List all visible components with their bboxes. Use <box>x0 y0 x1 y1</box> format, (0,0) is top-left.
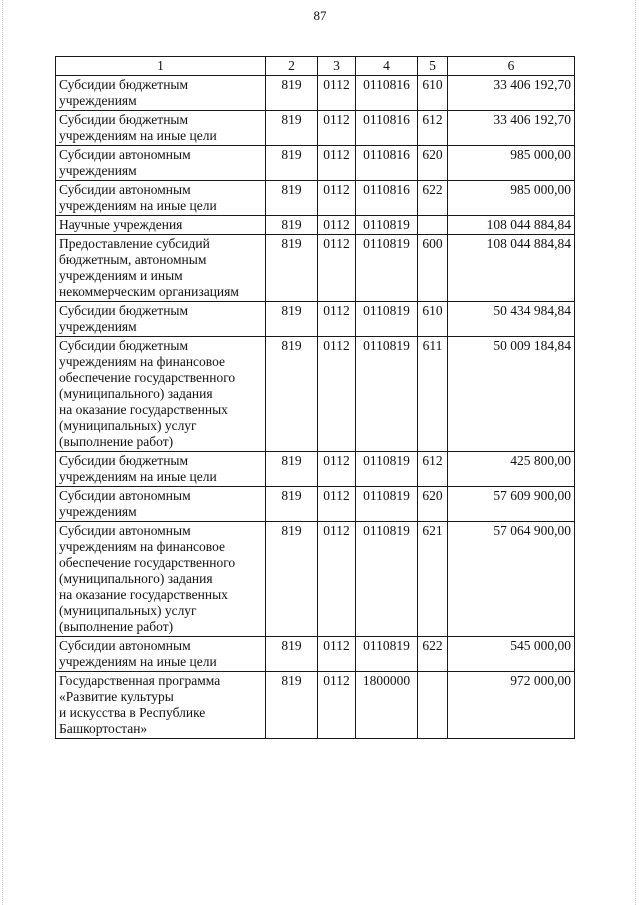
row-dept: 819 <box>266 76 318 111</box>
row-amount: 108 044 884,84 <box>448 216 575 235</box>
table-row <box>56 302 575 337</box>
row-dept: 819 <box>266 111 318 146</box>
table-row <box>56 522 575 637</box>
header-col-1: 1 <box>56 57 266 76</box>
row-type: 620 <box>418 487 448 522</box>
budget-table <box>55 56 575 739</box>
scan-edge-right <box>635 0 637 905</box>
header-col-3: 3 <box>318 57 356 76</box>
row-dept: 819 <box>266 452 318 487</box>
row-type <box>418 672 448 739</box>
row-target: 0110816 <box>356 111 418 146</box>
row-name: Субсидии бюджетным учреждениям <box>56 76 266 111</box>
row-amount: 33 406 192,70 <box>448 111 575 146</box>
row-amount: 545 000,00 <box>448 637 575 672</box>
table-row <box>56 111 575 146</box>
row-name: Субсидии автономным учреждениям <box>56 146 266 181</box>
row-section: 0112 <box>318 181 356 216</box>
table-row <box>56 216 575 235</box>
row-dept: 819 <box>266 181 318 216</box>
table-header-row <box>56 57 575 76</box>
row-target: 0110816 <box>356 181 418 216</box>
header-col-4: 4 <box>356 57 418 76</box>
row-section: 0112 <box>318 672 356 739</box>
row-name: Субсидии автономным учреждениям на иные цели <box>56 637 266 672</box>
table-row <box>56 235 575 302</box>
row-type: 622 <box>418 181 448 216</box>
row-type: 600 <box>418 235 448 302</box>
table-row <box>56 181 575 216</box>
row-section: 0112 <box>318 235 356 302</box>
row-target: 1800000 <box>356 672 418 739</box>
row-section: 0112 <box>318 522 356 637</box>
row-dept: 819 <box>266 522 318 637</box>
row-dept: 819 <box>266 487 318 522</box>
row-section: 0112 <box>318 337 356 452</box>
header-col-5: 5 <box>418 57 448 76</box>
row-name: Субсидии бюджетным учреждениям на иные цели <box>56 111 266 146</box>
row-type: 612 <box>418 111 448 146</box>
page-number: 87 <box>313 8 327 23</box>
row-section: 0112 <box>318 452 356 487</box>
row-section: 0112 <box>318 111 356 146</box>
row-section: 0112 <box>318 302 356 337</box>
row-amount: 972 000,00 <box>448 672 575 739</box>
row-target: 0110819 <box>356 337 418 452</box>
row-target: 0110819 <box>356 216 418 235</box>
row-section: 0112 <box>318 216 356 235</box>
table-row <box>56 76 575 111</box>
row-dept: 819 <box>266 637 318 672</box>
row-amount: 425 800,00 <box>448 452 575 487</box>
row-target: 0110816 <box>356 76 418 111</box>
row-name: Субсидии бюджетным учреждениям на иные цели <box>56 452 266 487</box>
row-amount: 57 064 900,00 <box>448 522 575 637</box>
row-type: 622 <box>418 637 448 672</box>
row-amount: 985 000,00 <box>448 146 575 181</box>
row-dept: 819 <box>266 235 318 302</box>
row-target: 0110816 <box>356 146 418 181</box>
row-name: Субсидии автономным учреждениям на финансовое обеспечение государственного (муниципального) задания на оказание государственных (муниципальных) услуг (выполнение работ) <box>56 522 266 637</box>
row-name: Субсидии бюджетным учреждениям <box>56 302 266 337</box>
scan-edge-left <box>2 0 4 905</box>
row-target: 0110819 <box>356 522 418 637</box>
row-name: Субсидии бюджетным учреждениям на финансовое обеспечение государственного (муниципального) задания на оказание государственных (муниципальных) услуг (выполнение работ) <box>56 337 266 452</box>
row-type: 611 <box>418 337 448 452</box>
row-section: 0112 <box>318 76 356 111</box>
row-dept: 819 <box>266 216 318 235</box>
row-type: 621 <box>418 522 448 637</box>
row-target: 0110819 <box>356 452 418 487</box>
table-row <box>56 452 575 487</box>
row-type: 612 <box>418 452 448 487</box>
table-row <box>56 337 575 452</box>
row-type: 610 <box>418 76 448 111</box>
row-name: Субсидии автономным учреждениям <box>56 487 266 522</box>
row-dept: 819 <box>266 302 318 337</box>
row-amount: 985 000,00 <box>448 181 575 216</box>
row-type: 610 <box>418 302 448 337</box>
row-target: 0110819 <box>356 487 418 522</box>
header-col-2: 2 <box>266 57 318 76</box>
row-target: 0110819 <box>356 637 418 672</box>
row-name: Государственная программа «Развитие культуры и искусства в Республике Башкортостан» <box>56 672 266 739</box>
row-type: 620 <box>418 146 448 181</box>
header-col-6: 6 <box>448 57 575 76</box>
row-dept: 819 <box>266 146 318 181</box>
row-section: 0112 <box>318 637 356 672</box>
row-dept: 819 <box>266 337 318 452</box>
row-amount: 57 609 900,00 <box>448 487 575 522</box>
row-section: 0112 <box>318 146 356 181</box>
row-dept: 819 <box>266 672 318 739</box>
row-type <box>418 216 448 235</box>
row-amount: 33 406 192,70 <box>448 76 575 111</box>
row-name: Субсидии автономным учреждениям на иные цели <box>56 181 266 216</box>
row-amount: 50 009 184,84 <box>448 337 575 452</box>
table-row <box>56 637 575 672</box>
row-section: 0112 <box>318 487 356 522</box>
table-row <box>56 146 575 181</box>
table-row <box>56 672 575 739</box>
row-target: 0110819 <box>356 235 418 302</box>
row-name: Предоставление субсидий бюджетным, автономным учреждениям и иным некоммерческим организациям <box>56 235 266 302</box>
row-name: Научные учреждения <box>56 216 266 235</box>
row-target: 0110819 <box>356 302 418 337</box>
row-amount: 108 044 884,84 <box>448 235 575 302</box>
row-amount: 50 434 984,84 <box>448 302 575 337</box>
table-row <box>56 487 575 522</box>
